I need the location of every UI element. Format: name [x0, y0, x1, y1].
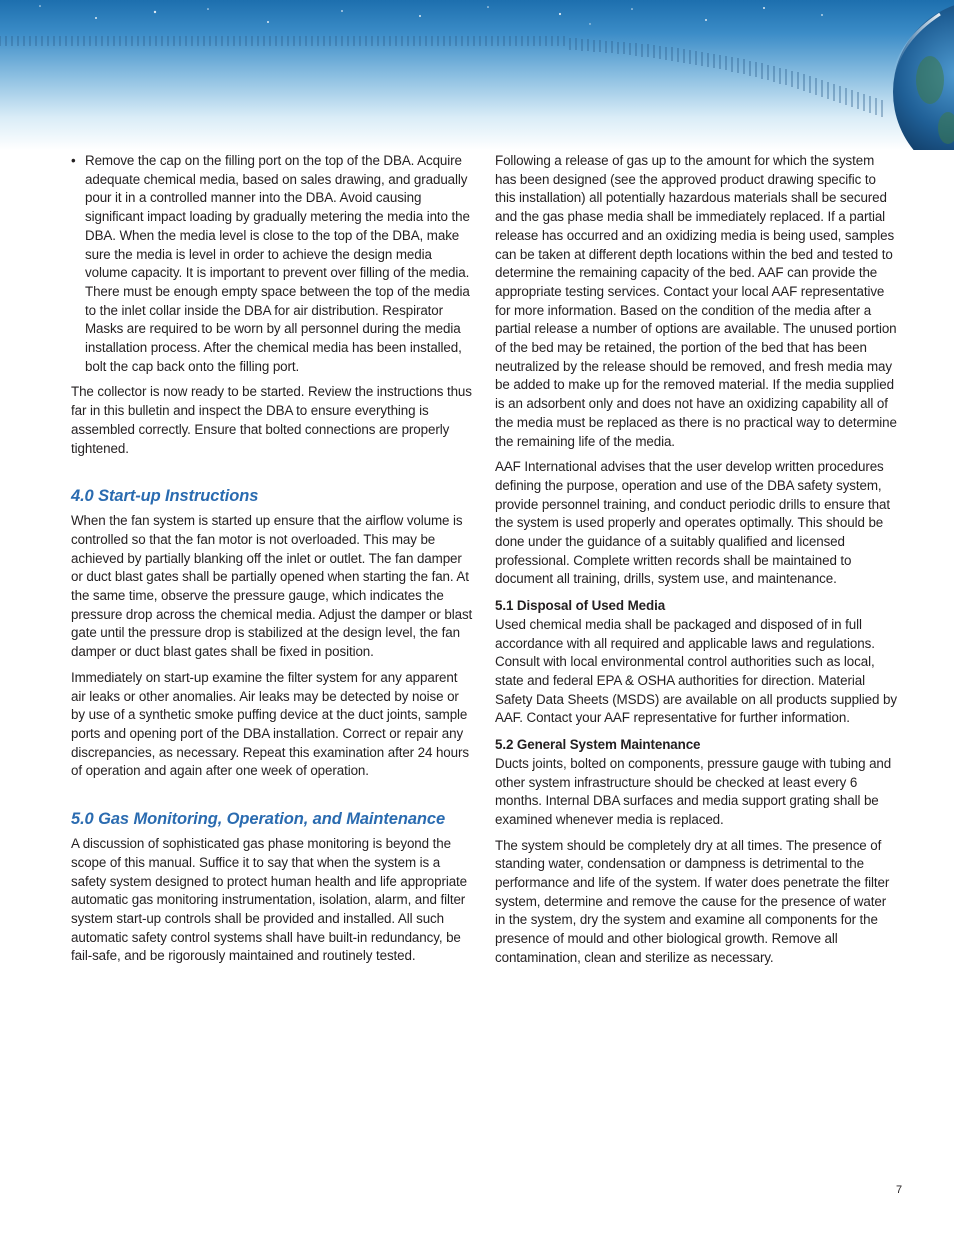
section-5-title: 5.0 Gas Monitoring, Operation, and Maintenance — [71, 810, 446, 829]
page-number: 7 — [896, 1184, 903, 1196]
space-earth-graphic — [0, 0, 954, 150]
tick-stripe — [0, 36, 882, 117]
procedures-paragraph: AAF International advises that the user develop written procedures defining the purpose, operation and use of the DBA safety system, provide personnel training, and conduct periodic drills to ensure that the system is used properly and operates optimally. This should be done under the guidance of a suitably qualified and licensed professional. Complete written records shall be maintained to document all training, drills, system use, and maintenance. — [495, 459, 890, 587]
list-item — [71, 152, 473, 376]
dry-system-paragraph: The system should be completely dry at all times. The presence of standing water, condensation or dampness is detrimental to the performance and life of the system. If water does penetrate the filter system, determine and remove the cause for the presence of water in the system, dry the system and examine all components for the presence of mould and other biological growth. Remove all contamination, clean and sterilize as necessary. — [495, 837, 890, 965]
ready-paragraph: The collector is now ready to be started. Review the instructions thus far in this bulletin and inspect the DBA to ensure everything is assembled correctly. Ensure that bolted connections are properly tightened. — [71, 384, 472, 456]
header-banner — [0, 0, 954, 150]
subsection-5-1-text: Used chemical media shall be packaged and disposed of in full accordance with all required and applicable laws and regulations. Consult with local environmental control authorities such as local, state and federal EPA & OSHA authorities for direction. Material Safety Data Sheets (MSDS) are available on all products supplied by AAF. Contact your AAF representative for further information. — [495, 616, 897, 726]
subsection-5-1-title: 5.1 Disposal of Used Media — [495, 598, 666, 614]
subsection-5-2-text: Ducts joints, bolted on components, pressure gauge with tubing and other system infrastructure should be checked at least every 6 months. Internal DBA surfaces and media support grating shall be examined whenever media is replaced. — [495, 755, 892, 827]
section-4-paragraph-1: When the fan system is started up ensure that the airflow volume is controlled so that the fan motor is not overloaded. This may be achieved by partially blanking off the inlet or outlet. The fan damper or duct blast gates shall be partially opened when starting the fan. At the same time, observe the pressure gauge, which indicates the pressure drop across the chemical media. Adjust the damper or blast gate until the pressure drop is stabilized at the design level, the fan damper or duct blast gates shall be fixed in position. — [71, 513, 473, 660]
section-5-paragraph-1: A discussion of sophisticated gas phase monitoring is beyond the scope of this manual. Suffice it to say that when the system is a safety system designed to protect human health and life appropriate automatic gas monitoring instrumentation, isolation, alarm, and filter system start-up controls shall be provided and installed. All such automatic safety control systems shall have built-in redundancy, be fail-safe, and be rigorously maintained and routinely tested. — [71, 836, 468, 964]
left-column — [71, 152, 473, 973]
section-4-title: 4.0 Start-up Instructions — [71, 487, 259, 506]
stars — [39, 5, 823, 25]
release-paragraph: Following a release of gas up to the amount for which the system has been designed (see the approved product drawing specific to this installation) all potentially hazardous materials shall be secured and the gas phase media shall be immediately replaced. If a partial release has occurred and an oxidizing media is being used, samples can be taken at different depth locations within the bed and tested to determine the remaining capacity of the bed. AAF can provide the appropriate testing services. Contact your local AAF representative for more information. Based on the condition of the media after a partial release a number of options are available. The unused portion of the bed may be retained, the portion of the bed that has been neutralized by the release should be removed, and fresh media may be added to make up for the removed material. If the media supplied is an adsorbent only and does not have an oxidizing capability all of the media must be replaced as there is no practical way to determine the remaining life of the media. — [495, 153, 897, 449]
subsection-5-2-title: 5.2 General System Maintenance — [495, 737, 701, 753]
right-column — [495, 152, 899, 975]
bullet-text: Remove the cap on the filling port on the top of the DBA. Acquire adequate chemical media, based on sales drawing, and gradually pour it in a controlled manner into the DBA. Avoid causing significant impact loading by gradually metering the media into the DBA. When the media level is close to the top of the DBA, make sure the media is level in order to achieve the design media volume capacity. It is important to prevent over filling of the media. There must be enough empty space between the top of the media to the inlet collar inside the DBA for air distribution. Respirator Masks are required to be worn by all personnel during the media installation process. After the chemical media has been installed, bolt the cap back onto the filling port. — [85, 153, 470, 374]
section-4-paragraph-2: Immediately on start-up examine the filter system for any apparent air leaks or other anomalies. Air leaks may be detected by noise or by use of a synthetic smoke puffing device at the duct joints, sample ports and opening port of the DBA installation. Correct or repair any discrepancies, as necessary. Repeat this examination after 24 hours of operation and again after one week of operation. — [71, 669, 469, 779]
bullet-icon: • — [71, 153, 76, 168]
bullet-list — [71, 152, 473, 376]
